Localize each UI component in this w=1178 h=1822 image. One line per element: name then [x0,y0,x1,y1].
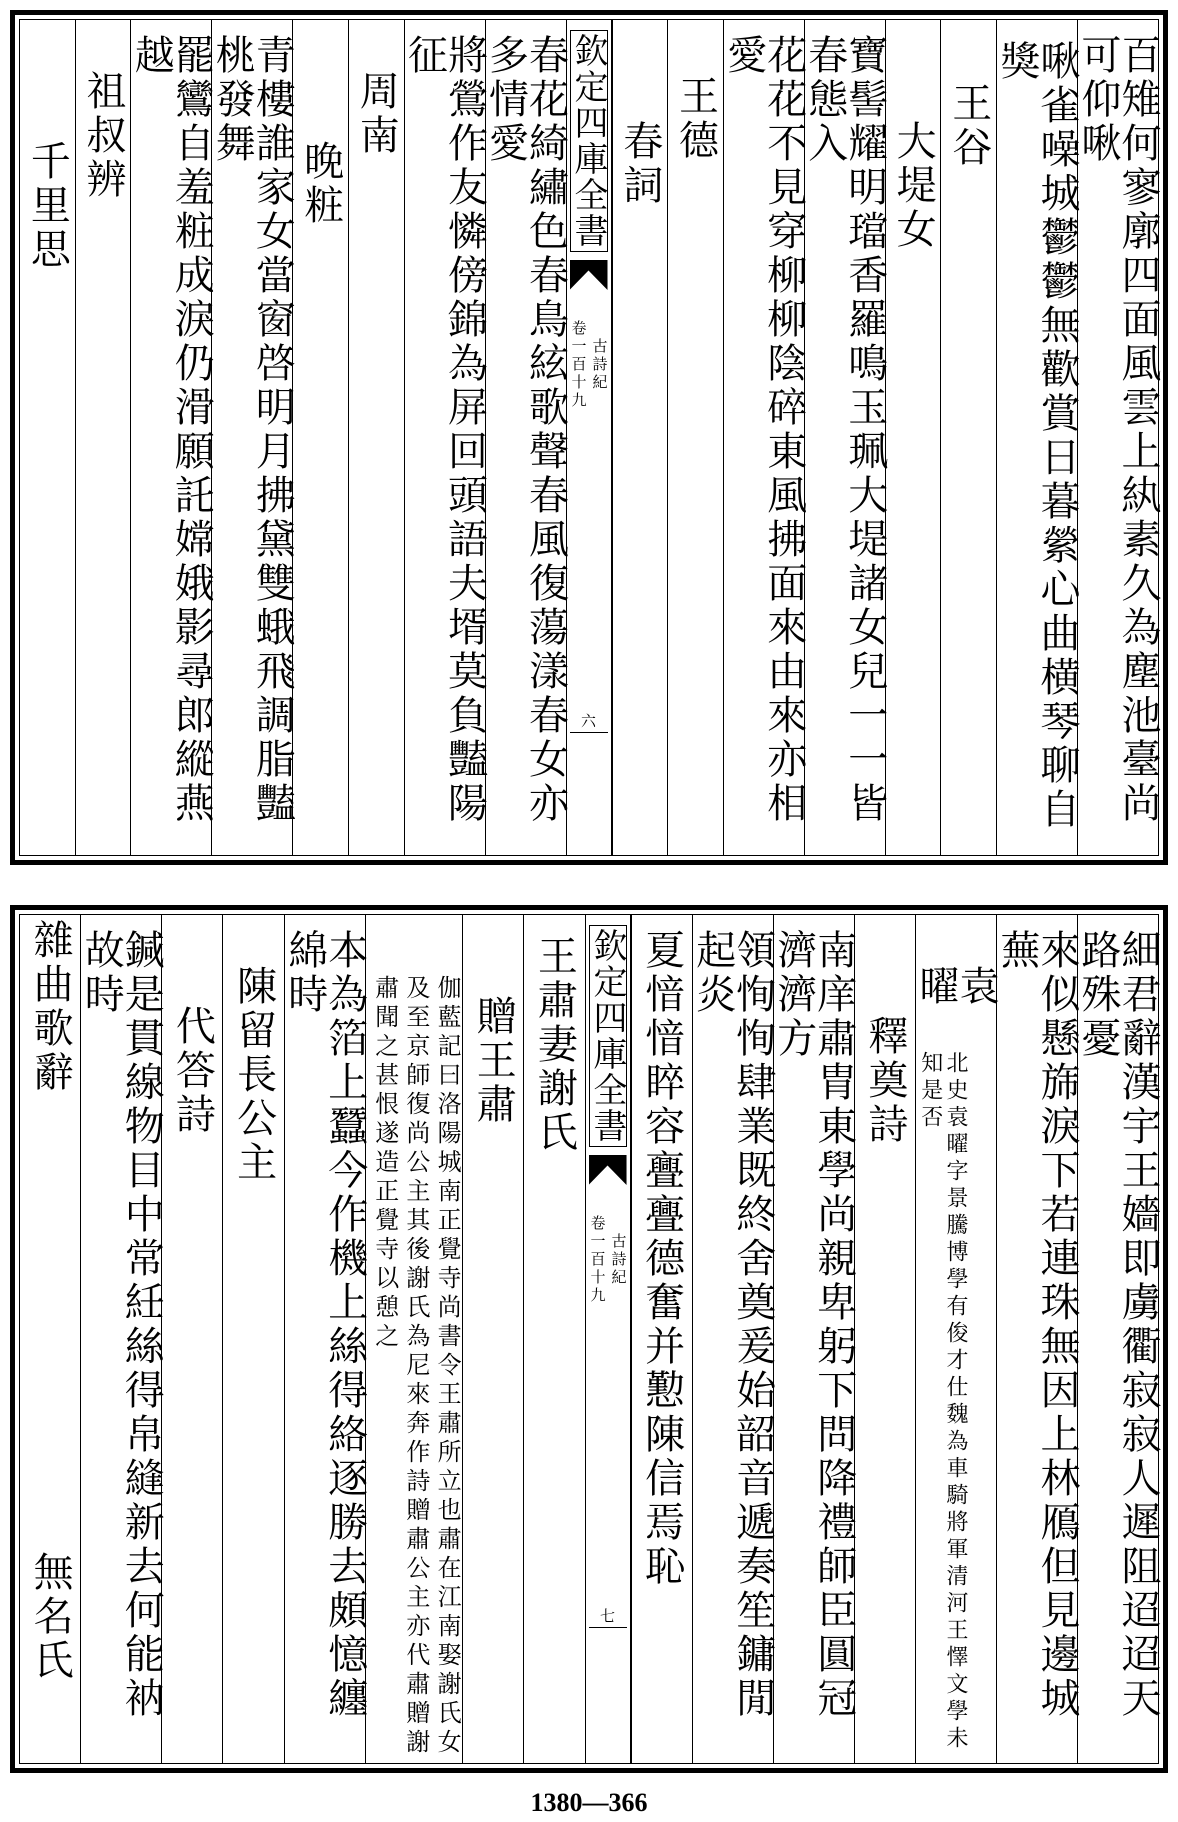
author-name: 王谷 [940,20,996,855]
top-page [10,10,1168,865]
spine-rule [589,1627,627,1628]
poem-title: 代答詩 [161,915,222,1763]
spine-book: 古詩紀 [609,1233,628,1287]
poem-title: 釋奠詩 [854,915,915,1763]
spine-rule [570,732,608,733]
fishtail-mark [570,260,608,290]
text-column: 將鶯作友憐傍錦為屏回頭語夫壻莫負豔陽征 [404,20,485,855]
top-spine [566,20,612,855]
poem-title: 晚粧 [292,20,348,855]
author-name: 祖叔辨 [75,20,131,855]
author-entry [913,915,999,1763]
text-column: 領恂恂肆業既終舍奠爰始韶音遞奏笙鏞閒起炎 [692,915,773,1763]
text-column: 罷鸞自羞粧成淚仍滑願託嫦娥影尋郎縱燕越 [130,20,211,855]
poem-title: 贈王肅 [462,915,523,1763]
top-columns [20,20,1161,855]
poem-title: 千里思 [24,140,71,272]
text-column: 鍼是貫線物目中常紝絲得帛縫新去何能衲故時 [80,915,161,1763]
commentary-note: 伽藍記曰洛陽城南正覺寺尚書令王肅所立也肅在江南娶謝氏女及至京師復尚公主其後謝氏為尼來奔作詩贈肅公主亦代肅贈謝肅聞之甚恨遂造正覺寺以憩之 [365,915,462,1763]
text-column: 南庠肅胄東學尚親卑躬下問降禮師臣圓冠濟濟方 [773,915,854,1763]
text-column: 百雉何寥廓四面風雲上紈素久為塵池臺尚可仰啾 [1077,20,1158,855]
spine-title: 欽定四庫全書 [589,925,627,1147]
author-name: 王肅妻謝氏 [523,915,584,1763]
text-column: 青樓誰家女當窗啓明月拂黛雙蛾飛調脂豔桃發舞 [211,20,292,855]
top-page-frame [19,19,1159,856]
bottom-page-frame [19,914,1159,1764]
text-column: 啾雀噪城鬱鬱無歡賞日暮縈心曲横琴聊自獎 [996,20,1077,855]
text-column: 春花綺繡色春鳥絃歌聲春風復蕩漾春女亦多情愛 [485,20,566,855]
spine-leaf-number: 六 [580,712,596,730]
text-column: 花花不見穿柳柳陰碎東風拂面來由來亦相愛 [723,20,804,855]
poem-title: 大堤女 [885,20,941,855]
page-number: 1380—366 [530,1788,648,1817]
spine-volume-number: 卷一百十九 [569,320,588,410]
author-name: 王德 [667,20,723,855]
bottom-spine [585,915,631,1763]
spine-volume [586,1215,630,1305]
text-column: 細君辭漢宇王嬙即虜衢寂寂人遲阻迢迢天路殊憂 [1077,915,1158,1763]
author-name: 無名氏 [27,1551,74,1683]
spine-leaf-number: 七 [600,1607,616,1625]
author-name: 陳留長公主 [222,915,283,1763]
bottom-columns [20,915,1161,1763]
text-column: 寶髻耀明璫香羅鳴玉珮大堤諸女兒一一皆春態入 [804,20,885,855]
spine-volume-number: 卷一百十九 [588,1215,607,1305]
section-heading: 雜曲歌辭 [27,919,74,1095]
text-column: 來似懸旆淚下若連珠無因上林鴈但見邊城蕪 [996,915,1077,1763]
spine-book: 古詩紀 [590,338,609,392]
author-note: 北史袁曜字景騰博學有俊才仕魏為車騎將軍清河王懌文學未知是否 [917,1051,968,1754]
author-name: 周南 [348,20,404,855]
author-name: 袁曜 [913,965,999,1009]
section-heading-column [20,915,80,1763]
spine-title: 欽定四庫全書 [570,30,608,252]
text-column: 夏愔愔睟容亹亹德奮并懃陳信焉恥 [631,915,692,1763]
bottom-page [10,905,1168,1773]
fishtail-mark [589,1155,627,1185]
poem-title: 春詞 [612,20,668,855]
text-column: 本為箔上蠶今作機上絲得絡逐勝去頗憶纏綿時 [284,915,365,1763]
spine-volume [567,320,611,410]
